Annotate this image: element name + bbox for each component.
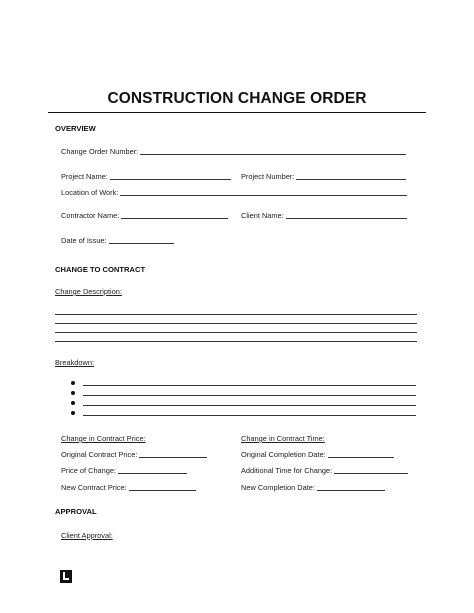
- change-description-line-3[interactable]: [55, 332, 417, 333]
- change-description-label: Change Description:: [55, 287, 122, 296]
- section-change-to-contract: CHANGE TO CONTRACT: [55, 265, 146, 274]
- change-description-line-2[interactable]: [55, 323, 417, 324]
- original-completion-date-field[interactable]: [241, 450, 394, 459]
- breakdown-line-3[interactable]: [83, 405, 416, 406]
- project-name-label: Project Name:: [61, 172, 108, 181]
- project-number-field[interactable]: [241, 172, 406, 181]
- additional-time-for-change-label: Additional Time for Change:: [241, 466, 333, 475]
- breakdown-line-4[interactable]: [83, 415, 416, 416]
- title-divider: [48, 112, 426, 113]
- price-of-change-input-line[interactable]: [118, 473, 187, 474]
- change-description-line-1[interactable]: [55, 314, 417, 315]
- date-of-issue-field[interactable]: [61, 236, 174, 245]
- price-of-change-label: Price of Change:: [61, 466, 117, 475]
- original-completion-date-input-line[interactable]: [328, 457, 394, 458]
- section-approval: APPROVAL: [55, 507, 97, 516]
- client-name-input-line[interactable]: [286, 218, 407, 219]
- location-of-work-input-line[interactable]: [120, 195, 407, 196]
- change-description-line-4[interactable]: [55, 341, 417, 342]
- additional-time-for-change-input-line[interactable]: [334, 473, 408, 474]
- change-in-contract-price-label: Change in Contract Price:: [61, 434, 146, 443]
- new-contract-price-field[interactable]: [61, 483, 196, 492]
- date-of-issue-input-line[interactable]: [109, 243, 174, 244]
- new-completion-date-field[interactable]: [241, 483, 385, 492]
- date-of-issue-label: Date of Issue:: [61, 236, 107, 245]
- contractor-name-input-line[interactable]: [121, 218, 228, 219]
- breakdown-bullet-2: [71, 391, 75, 395]
- client-name-label: Client Name:: [241, 211, 284, 220]
- original-contract-price-label: Original Contract Price:: [61, 450, 138, 459]
- original-completion-date-label: Original Completion Date:: [241, 450, 326, 459]
- change-order-number-input-line[interactable]: [140, 154, 406, 155]
- breakdown-bullet-3: [71, 401, 75, 405]
- change-in-contract-time-label: Change in Contract Time:: [241, 434, 325, 443]
- breakdown-bullet-1: [71, 381, 75, 385]
- contractor-name-label: Contractor Name:: [61, 211, 120, 220]
- breakdown-label: Breakdown:: [55, 358, 95, 367]
- project-number-input-line[interactable]: [296, 179, 406, 180]
- location-of-work-label: Location of Work:: [61, 188, 119, 197]
- price-of-change-field[interactable]: [61, 466, 187, 475]
- project-name-field[interactable]: [61, 172, 231, 181]
- new-contract-price-label: New Contract Price:: [61, 483, 127, 492]
- project-number-label: Project Number:: [241, 172, 295, 181]
- change-order-number-field[interactable]: [61, 147, 406, 156]
- location-of-work-field[interactable]: [61, 188, 407, 197]
- additional-time-for-change-field[interactable]: [241, 466, 408, 475]
- client-approval-label: Client Approval:: [61, 531, 113, 540]
- new-completion-date-label: New Completion Date:: [241, 483, 315, 492]
- new-completion-date-input-line[interactable]: [317, 490, 385, 491]
- breakdown-line-1[interactable]: [83, 385, 416, 386]
- project-name-input-line[interactable]: [110, 179, 231, 180]
- section-overview: OVERVIEW: [55, 124, 96, 133]
- new-contract-price-input-line[interactable]: [129, 490, 196, 491]
- breakdown-bullet-4: [71, 411, 75, 415]
- contractor-name-field[interactable]: [61, 211, 228, 220]
- client-name-field[interactable]: [241, 211, 407, 220]
- legal-templates-logo-icon: [60, 570, 72, 583]
- breakdown-line-2[interactable]: [83, 395, 416, 396]
- original-contract-price-input-line[interactable]: [139, 457, 207, 458]
- document-title: CONSTRUCTION CHANGE ORDER: [107, 90, 367, 107]
- change-order-number-label: Change Order Number:: [61, 147, 139, 156]
- original-contract-price-field[interactable]: [61, 450, 207, 459]
